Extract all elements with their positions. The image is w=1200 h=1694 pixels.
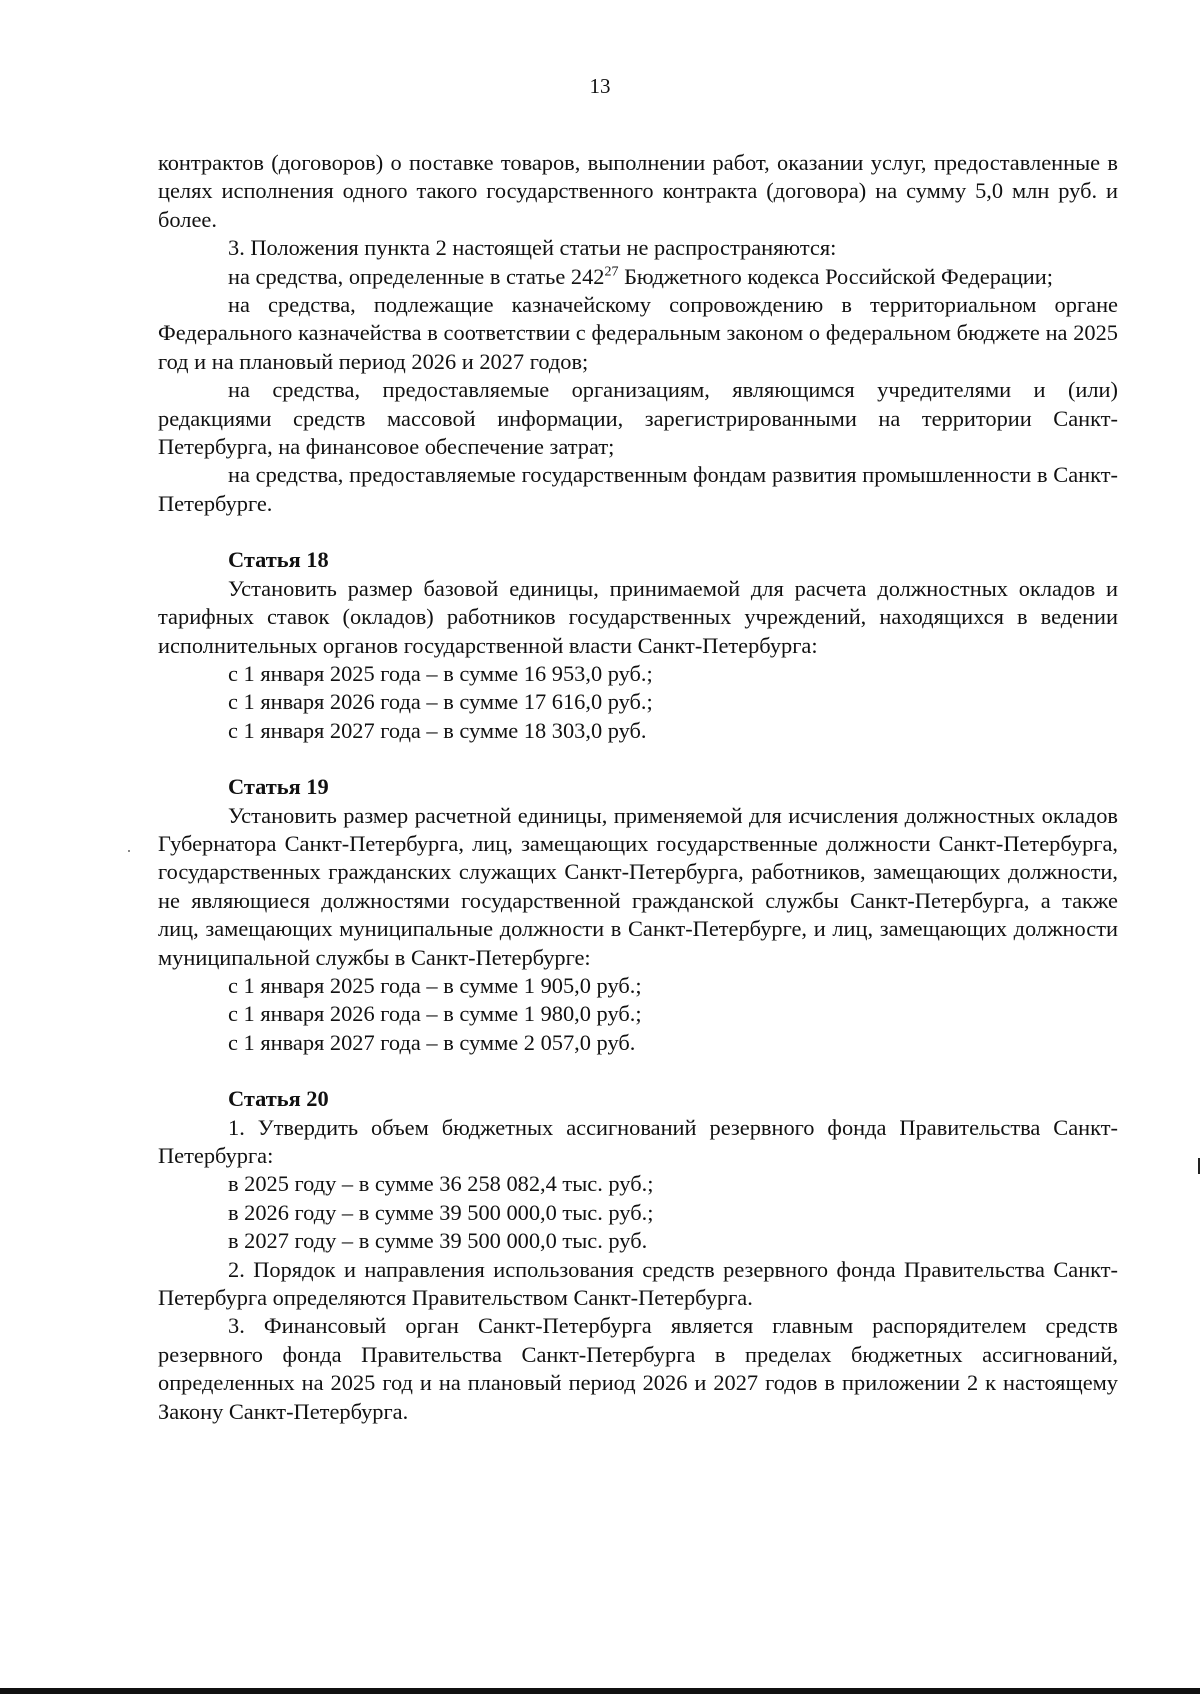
intro-item-text-after: Бюджетного кодекса Российской Федерации; xyxy=(618,263,1053,289)
article-18-item: с 1 января 2027 года – в сумме 18 303,0 руб. xyxy=(228,717,647,743)
article-18-heading: Статья 18 xyxy=(228,547,329,573)
article-19-item: с 1 января 2025 года – в сумме 1 905,0 руб.; xyxy=(228,972,642,998)
intro-item-media: на средства, предоставляемые организациям, являющимся учредителями и (или) редакциями средств массовой информации, зарегистрированными на территории Санкт-Петербурга, на финансовое обеспечение затрат; xyxy=(158,377,1118,460)
scan-bottom-border xyxy=(0,1688,1200,1694)
article-20-heading: Статья 20 xyxy=(228,1086,329,1112)
article-18-text: Установить размер базовой единицы, принимаемой для расчета должностных окладов и тарифных ставок (окладов) работников государственных учреждений, находящихся в ведении исполнительных органов государственной власти Санкт-Петербурга: xyxy=(158,575,1118,658)
article-19-item: с 1 января 2027 года – в сумме 2 057,0 руб. xyxy=(228,1029,636,1055)
article-20-paragraph-2: 2. Порядок и направления использования средств резервного фонда Правительства Санкт-Петербурга определяются Правительством Санкт-Петербурга. xyxy=(158,1256,1118,1311)
superscript-27: 27 xyxy=(604,264,619,280)
section-spacer xyxy=(158,518,1118,546)
page-number: 13 xyxy=(589,74,611,98)
article-19-text: Установить размер расчетной единицы, применяемой для исчисления должностных окладов Губернатора Санкт-Петербурга, лиц, замещающих государственные должности Санкт-Петербурга, государственных гражданских служащих Санкт-Петербурга, работников, замещающих должности, не являющиеся должностями государственной гражданской службы Санкт-Петербурга, а также лиц, замещающих муниципальные должности в Санкт-Петербурге, и лиц, замещающих должности муниципальной службы в Санкт-Петербурге: xyxy=(158,802,1118,970)
intro-item-treasury: на средства, подлежащие казначейскому сопровождению в территориальном органе Федерального казначейства в соответствии с федеральным законом о федеральном бюджете на 2025 год и на плановый период 2026 и 2027 годов; xyxy=(158,292,1118,374)
document-body xyxy=(158,149,1118,1426)
scan-speck xyxy=(128,850,130,852)
article-20-item: в 2025 году – в сумме 36 258 082,4 тыс. руб.; xyxy=(228,1171,654,1197)
section-spacer xyxy=(158,745,1118,773)
article-20-paragraph-1: 1. Утвердить объем бюджетных ассигнований резервного фонда Правительства Санкт-Петербурга: xyxy=(158,1114,1118,1168)
intro-item-article-242 xyxy=(158,263,1118,291)
article-20-item: в 2026 году – в сумме 39 500 000,0 тыс. руб.; xyxy=(228,1199,654,1225)
intro-paragraph-3: 3. Положения пункта 2 настоящей статьи не распространяются: xyxy=(228,235,837,261)
intro-paragraph-continuation: контрактов (договоров) о поставке товаров, выполнении работ, оказании услуг, предоставленные в целях исполнения одного такого государственного контракта (договора) на сумму 5,0 млн руб. и более. xyxy=(158,150,1118,232)
article-18-item: с 1 января 2025 года – в сумме 16 953,0 руб.; xyxy=(228,660,653,686)
article-20-paragraph-3: 3. Финансовый орган Санкт-Петербурга является главным распорядителем средств резервного фонда Правительства Санкт-Петербурга в пределах бюджетных ассигнований, определенных на 2025 год и на плановый период 2026 и 2027 годов в приложении 2 к настоящему Закону Санкт-Петербурга. xyxy=(158,1313,1118,1424)
article-20-item: в 2027 году – в сумме 39 500 000,0 тыс. руб. xyxy=(228,1228,648,1254)
article-19-heading: Статья 19 xyxy=(228,774,329,800)
intro-item-industry-funds: на средства, предоставляемые государственным фондам развития промышленности в Санкт-Петербурге. xyxy=(158,462,1118,516)
article-19-item: с 1 января 2026 года – в сумме 1 980,0 руб.; xyxy=(228,1001,642,1027)
intro-item-text-before: на средства, определенные в статье 242 xyxy=(228,263,605,289)
section-spacer xyxy=(158,1057,1118,1085)
article-18-item: с 1 января 2026 года – в сумме 17 616,0 руб.; xyxy=(228,689,653,715)
